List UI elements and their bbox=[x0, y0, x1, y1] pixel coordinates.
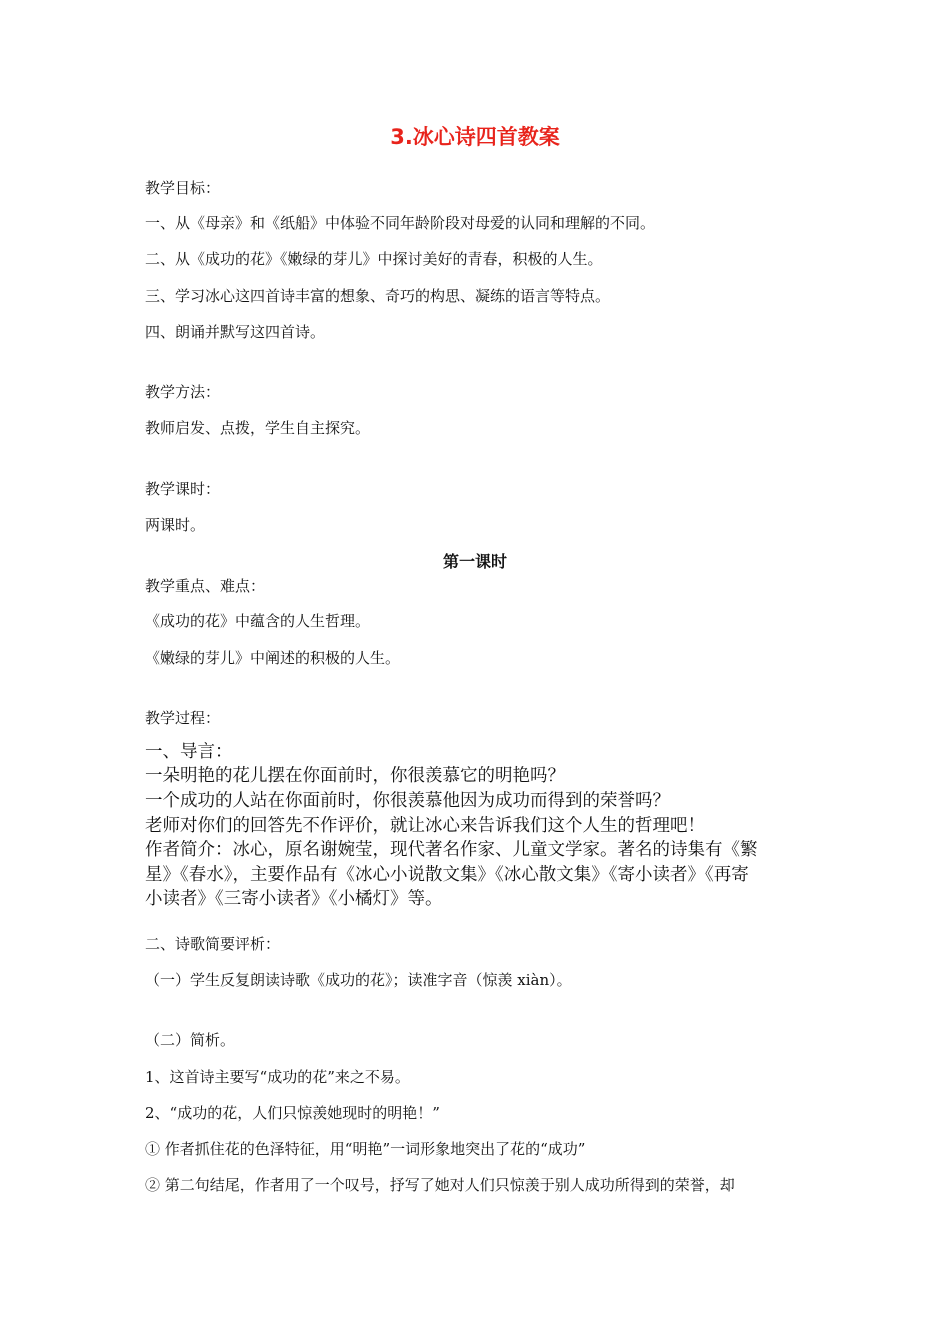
intro-line: 老师对你们的回答先不作评价，就让冰心来告诉我们这个人生的哲理吧！ bbox=[145, 816, 705, 836]
process-heading: 教学过程： bbox=[145, 709, 221, 727]
analysis-line: ① 作者抓住花的色泽特征，用“明艳”一词形象地突出了花的“成功” bbox=[145, 1140, 586, 1158]
analysis-step: （二）简析。 bbox=[145, 1031, 236, 1049]
intro-line: 小读者》《三寄小读者》《小橘灯》等。 bbox=[145, 889, 443, 909]
key-point: 《成功的花》中蕴含的人生哲理。 bbox=[145, 612, 371, 630]
goal-item: 四、朗诵并默写这四首诗。 bbox=[145, 323, 326, 341]
method-text: 教师启发、点拨，学生自主探究。 bbox=[145, 419, 371, 437]
intro-heading: 一、导言： bbox=[145, 742, 233, 762]
intro-line: 作者简介：冰心，原名谢婉莹，现代著名作家、儿童文学家。著名的诗集有《繁 bbox=[145, 840, 758, 860]
key-point: 《嫩绿的芽儿》中阐述的积极的人生。 bbox=[145, 649, 401, 667]
goal-item: 三、学习冰心这四首诗丰富的想象、奇巧的构思、凝练的语言等特点。 bbox=[145, 287, 611, 305]
analysis-heading: 二、诗歌简要评析： bbox=[145, 935, 281, 953]
hours-heading: 教学课时： bbox=[145, 480, 221, 498]
hours-text: 两课时。 bbox=[145, 516, 206, 534]
intro-line: 一朵明艳的花儿摆在你面前时，你很羡慕它的明艳吗？ bbox=[145, 766, 565, 786]
goal-item: 一、从《母亲》和《纸船》中体验不同年龄阶段对母爱的认同和理解的不同。 bbox=[145, 214, 656, 232]
analysis-step: （一）学生反复朗读诗歌《成功的花》；读准字音（惊羡 xiàn）。 bbox=[145, 971, 572, 989]
goal-item: 二、从《成功的花》《嫩绿的芽儿》中探讨美好的青春，积极的人生。 bbox=[145, 250, 603, 268]
key-heading: 教学重点、难点： bbox=[145, 577, 266, 595]
analysis-line: ② 第二句结尾，作者用了一个叹号，抒写了她对人们只惊羡于别人成功所得到的荣誉，却 bbox=[145, 1176, 735, 1194]
goals-heading: 教学目标： bbox=[145, 179, 221, 197]
analysis-line: 2、“成功的花，人们只惊羡她现时的明艳！” bbox=[145, 1104, 440, 1122]
section-title: 第一课时 bbox=[442, 552, 507, 571]
method-heading: 教学方法： bbox=[145, 383, 221, 401]
intro-line: 星》《春水》，主要作品有《冰心小说散文集》《冰心散文集》《寄小读者》《再寄 bbox=[145, 865, 749, 885]
document-title: 3.冰心诗四首教案 bbox=[390, 125, 560, 149]
analysis-line: 1、这首诗主要写“成功的花”来之不易。 bbox=[145, 1068, 410, 1086]
intro-line: 一个成功的人站在你面前时，你很羡慕他因为成功而得到的荣誉吗？ bbox=[145, 791, 670, 811]
